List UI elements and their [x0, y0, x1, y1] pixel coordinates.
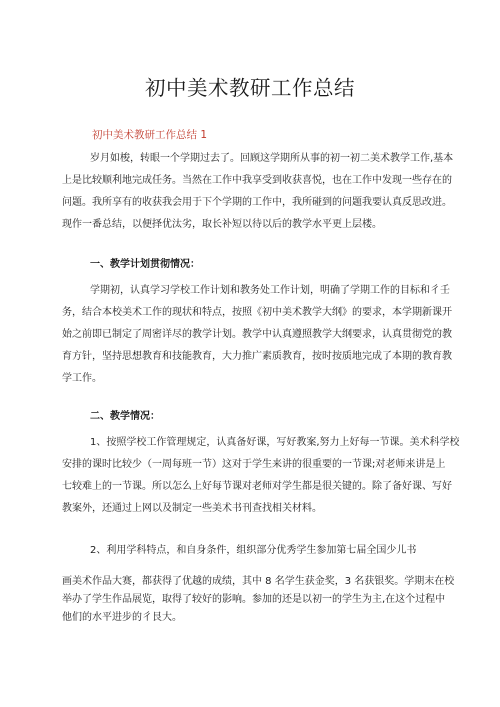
paragraph-line: 始之前即已制定了周密详尽的教学计划。教学中认真遵照教学大纲要求，认真贯彻党的教: [62, 329, 452, 340]
paragraph-line: 现作一番总结，以便择优汰劣，取长补短以待以后的教学水平更上层楼。: [62, 219, 382, 230]
paragraph-line: 1、按照学校工作管理规定，认真备好课，写好教案,努力上好每一节课。美术科学校: [90, 437, 460, 448]
paragraph-line: 2、利用学科特点，和自身条件，组织部分优秀学生参加第七届全国少儿书: [90, 545, 417, 556]
heading-teaching-status: 二、教学情况：: [90, 411, 160, 422]
paragraph-line: 学工作。: [62, 373, 102, 384]
paragraph-line: 他们的水平进步的彳艮大。: [62, 612, 182, 623]
paragraph-line: 务，结合本校美术工作的现状和特点，按照《初中美术教学大纲》的要求，本学期新课开: [62, 307, 452, 318]
paragraph-4: [62, 540, 442, 562]
section-subtitle: 初中美术教研工作总结 1: [92, 129, 208, 141]
document-title: 初中美术教研工作总结: [145, 76, 355, 100]
paragraph-line: 问题。我所享有的收获我会用于下个学期的工作中，我所碰到的问题我要认真反思改进。: [62, 197, 452, 208]
paragraph-3: [62, 432, 460, 520]
paragraph-line: 画美术作品大赛，都获得了优越的成绩，其中 8 名学生获金奖，3 名获银奖。学期末在校: [62, 576, 455, 587]
paragraph-1: [62, 148, 454, 236]
paragraph-line: 岁月如梭，转眼一个学期过去了。回顾这学期所从事的初一初二美术教学工作,基本: [90, 153, 454, 164]
paragraph-line: 举办了学生作品展览，取得了较好的影响。参加的还是以初一的学生为主,在这个过程中: [62, 594, 446, 605]
heading-teaching-plan: 一、教学计划贯彻情况：: [90, 259, 200, 270]
paragraph-line: 学期初，认真学习学校工作计划和教务处工作计划，明确了学期工作的目标和彳壬: [90, 285, 450, 296]
paragraph-line: 教案外，还通过上网以及制定一些美术书刊查找相关材料。: [62, 503, 322, 514]
paragraph-line: 安排的课时比较少（一周每班一节）这对于学生来讲的很重要的一节课;对老师来讲是上: [62, 459, 446, 470]
paragraph-line: 七较难上的一节课。所以怎么上好每节课对老师对学生都是很关键的。除了备好课、写好: [62, 481, 452, 492]
paragraph-line: 育方针，坚持思想教育和技能教育，大力推广素质教育，按时按质地完成了本期的教育教: [62, 351, 452, 362]
paragraph-5: [62, 573, 455, 627]
paragraph-line: 上是比较顺利地完成任务。当然在工作中我享受到收获喜悦，也在工作中发现一些存在的: [62, 175, 452, 186]
paragraph-2: [62, 280, 452, 390]
